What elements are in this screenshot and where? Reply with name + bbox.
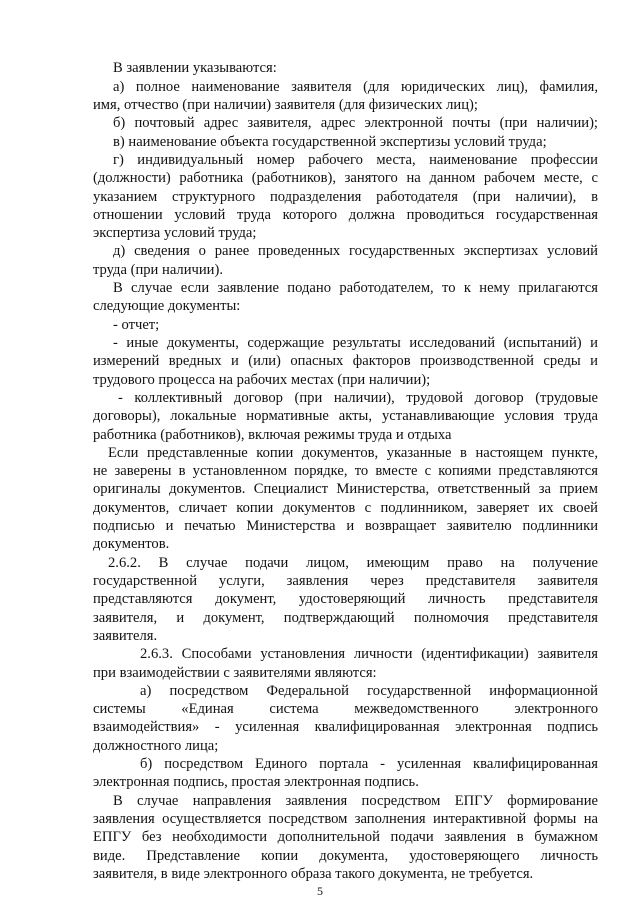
text-line: работника (работников), включая режимы труда и отдыха <box>93 427 452 443</box>
text-line: электронная подпись, простая электронная подпись. <box>93 774 419 790</box>
text-line: В заявлении указываются: <box>113 60 277 76</box>
page-number: 5 <box>317 884 323 898</box>
text-line: б) посредством Единого портала - усиленная квалифицированная <box>140 756 598 772</box>
text-line: подписью и печатью Министерства и возвращает заявителю подлинники <box>93 518 598 534</box>
text-line: следующие документы: <box>93 298 241 314</box>
text-line: представляются документ, удостоверяющий личность представителя <box>93 591 598 607</box>
text-line: отношении условий труда которого должна проводиться государственная <box>93 207 598 223</box>
text-line: а) полное наименование заявителя (для юридических лиц), фамилия, <box>113 79 598 95</box>
text-line: указанием структурного подразделения работодателя (при наличии), в <box>93 189 598 205</box>
text-line: г) индивидуальный номер рабочего места, наименование профессии <box>113 152 598 168</box>
text-line: имя, отчество (при наличии) заявителя (для физических лиц); <box>93 97 478 113</box>
text-line: (должности) работника (работников), занятого на данном рабочем месте, с <box>93 170 598 186</box>
text-line: не заверены в установленном порядке, то вместе с копиями представляются <box>93 463 598 479</box>
text-line: государственной услуги, заявления через представителя заявителя <box>93 573 598 589</box>
text-line: заявителя, в виде электронного образа такого документа, не требуется. <box>93 866 534 882</box>
text-line: 2.6.2. В случае подачи лицом, имеющим право на получение <box>108 555 598 571</box>
text-line: трудового процесса на рабочих местах (при наличии); <box>93 372 431 388</box>
text-line: труда (при наличии). <box>93 262 223 278</box>
text-line: - коллективный договор (при наличии), трудовой договор (трудовые <box>118 390 598 406</box>
text-line: Если представленные копии документов, указанные в настоящем пункте, <box>108 445 598 461</box>
text-line: должностного лица; <box>93 738 219 754</box>
text-line: В случае направления заявления посредством ЕПГУ формирование <box>113 793 598 809</box>
text-line: договоры), локальные нормативные акты, устанавливающие условия труда <box>93 408 598 424</box>
text-line: заявителя, и документ, подтверждающий полномочия представителя <box>93 610 598 626</box>
text-line: виде. Представление копии документа, удостоверяющего личность <box>93 848 598 864</box>
text-line: - иные документы, содержащие результаты исследований (испытаний) и <box>113 335 598 351</box>
text-line: оригиналы документов. Специалист Министерства, ответственный за прием <box>93 481 598 497</box>
text-line: заявителя. <box>93 628 158 644</box>
text-line: измерений вредных и (или) опасных факторов производственной среды и <box>93 353 598 369</box>
text-line: В случае если заявление подано работодателем, то к нему прилагаются <box>113 280 598 296</box>
text-line: - отчет; <box>113 317 160 333</box>
text-line: ЕПГУ без необходимости дополнительной подачи заявления в бумажном <box>93 829 598 845</box>
text-line: б) почтовый адрес заявителя, адрес электронной почты (при наличии); <box>113 115 598 131</box>
text-line: взаимодействия» - усиленная квалифицированная электронная подпись <box>93 719 598 735</box>
text-line: документов, сличает копии документов с подлинником, заверяет их своей <box>93 500 598 516</box>
text-line: а) посредством Федеральной государственной информационной <box>140 683 598 699</box>
text-line: экспертиза условий труда; <box>93 225 257 241</box>
text-line: в) наименование объекта государственной экспертизы условий труда; <box>113 134 547 150</box>
text-line: 2.6.3. Способами установления личности (идентификации) заявителя <box>140 646 598 662</box>
text-line: заявления осуществляется посредством заполнения интерактивной формы на <box>93 811 598 827</box>
text-line: при взаимодействии с заявителями являются: <box>93 665 377 681</box>
text-line: системы «Единая система межведомственного электронного <box>93 701 598 717</box>
text-line: д) сведения о ранее проведенных государственных экспертизах условий <box>113 243 598 259</box>
text-line: документов. <box>93 536 170 552</box>
